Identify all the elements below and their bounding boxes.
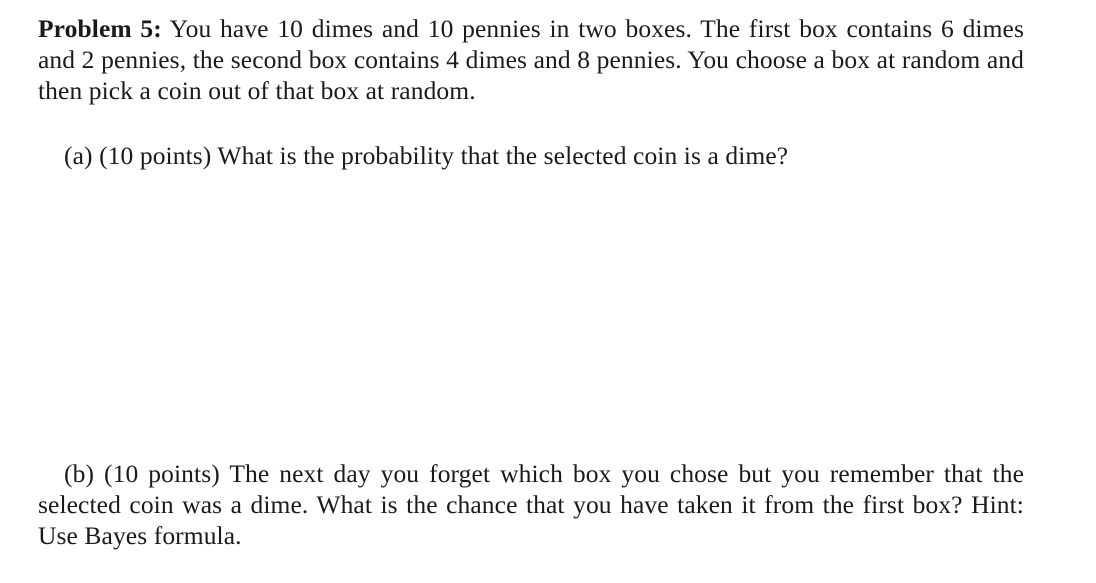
part-b-points: (10 points) (104, 459, 220, 488)
problem-label: Problem 5: (38, 14, 162, 43)
part-b-label: (b) (64, 459, 95, 488)
part-a-question: What is the probability that the selected coin is a dime? (217, 141, 789, 170)
part-b-question: The next day you forget which box you chose but you remember that the selected coin was a dime. What is the chance that you have taken it from the first box? Hint: Use Bayes formula. (38, 459, 1024, 550)
problem-statement (38, 13, 1024, 106)
part-b (38, 458, 1024, 551)
part-a-label: (a) (64, 141, 93, 170)
part-a-points: (10 points) (99, 141, 212, 170)
part-a (38, 140, 1024, 171)
problem-text: You have 10 dimes and 10 pennies in two boxes. The first box contains 6 dimes and 2 pennies, the second box contains 4 dimes and 8 pennies. You choose a box at random and then pick a coin out of that box at random. (38, 14, 1024, 105)
